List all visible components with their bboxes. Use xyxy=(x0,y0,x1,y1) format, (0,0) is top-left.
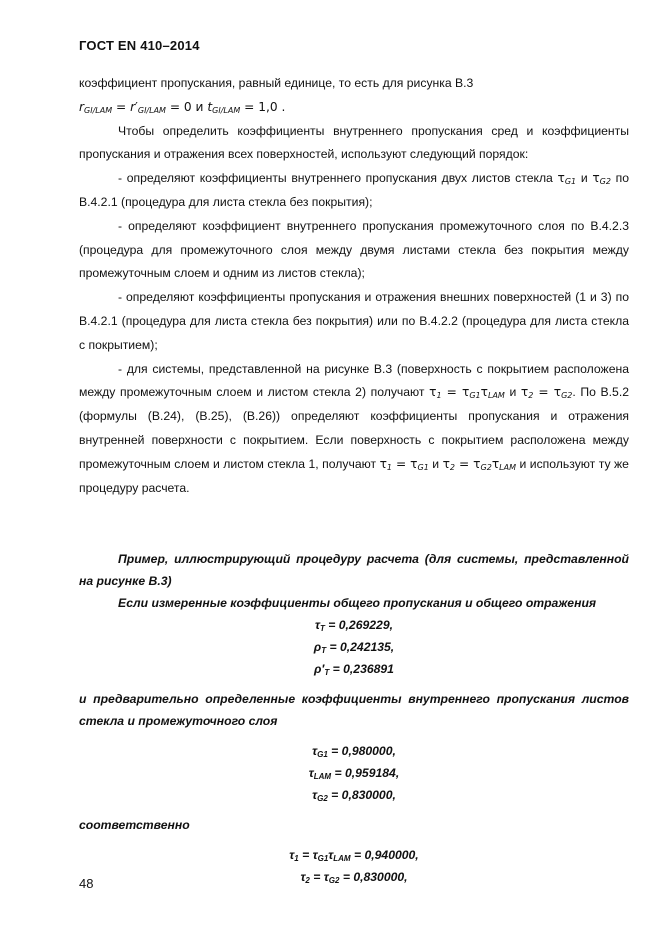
p6-text-c: . По В.5.2 (формулы (В.24), (В.25), (В.26)) определяют коэффициенты пропускания и отражения внутренней поверхности с покрытием. Если поверхность с покрытием расположена между промежуточным слоем и листом стекла 1, получают xyxy=(79,385,629,471)
main-text xyxy=(79,72,629,500)
eq-tau-1: $\tau_1 = \tau_{G1}\tau_{LAM} = 0,940000$, xyxy=(289,848,419,863)
eq-tau-2: $\tau_2 = \tau_{G2} = 0,830000$, xyxy=(300,870,408,885)
paragraph-1 xyxy=(79,72,629,120)
eq-tau-t: $\tau_T = 0,269229$, xyxy=(315,618,393,633)
eq-rho-t-prime: $\rho'_T = 0,236891$ xyxy=(314,662,394,677)
eq-tau-g1: $\tau_{G1} = 0,980000$, xyxy=(312,744,396,759)
page-header: ГОСТ EN 410–2014 xyxy=(79,38,200,53)
p3-text-c: по В.4.2.1 (процедура для листа стекла без покрытия); xyxy=(79,171,630,209)
p3-text-a: - определяют коэффициенты внутреннего пропускания двух листов стекла xyxy=(118,171,553,186)
paragraph-3: - определяют коэффициенты внутреннего пропускания двух листов стекла $\tau_{G1}$ и $\tau_{G2}$ по В.4.2.1 (процедура для листа стекла без покрытия); xyxy=(79,171,630,209)
p6-text-d: и xyxy=(432,456,440,471)
p1-text: коэффициент пропускания, равный единице, то есть для рисунка В.3 xyxy=(79,76,474,90)
p6-text-e: и используют ту же процедуру расчета. xyxy=(79,456,629,495)
eq-tau-g2: $\tau_{G2} = 0,830000$, xyxy=(312,788,396,803)
paragraph-6: - для системы, представленной на рисунке В.3 (поверхность с покрытием расположена между промежуточным слоем и листом стекла 2) получают $\tau_1 = \tau_{G1}\tau_{LAM}$ и $\tau_2 = \tau_{G2}$. По В.5.2 (формулы (В.24), (В.25), (В.26)) определяют коэффициенты пропускания и отражения внутренней поверхности с покрытием. Если поверхность с покрытием расположена между промежуточным слоем и листом стекла 1, получают $\tau_1 = \tau_{G1}$ и $\tau_2 = \tau_{G2}\tau_{LAM}$ и используют ту же процедуру расчета. xyxy=(79,361,629,495)
eq-tau-lam: $\tau_{LAM} = 0,959184$, xyxy=(308,766,400,781)
example-measured: Если измеренные коэффициенты общего пропускания и общего отражения xyxy=(118,596,597,610)
p3-text-b: и xyxy=(580,171,588,186)
example-block xyxy=(79,548,629,888)
example-intro: Пример, иллюстрирующий процедуру расчета (для системы, представленной на рисунке В.3) xyxy=(79,552,629,588)
example-resp: соответственно xyxy=(79,818,190,832)
p6-text-b: и xyxy=(509,385,517,400)
example-prelim: и предварительно определенные коэффициенты внутреннего пропускания листов стекла и промежуточного слоя xyxy=(79,692,629,728)
p1-formula: $r_{GI/LAM} = r'_{GI/LAM} = 0$ и $t_{GI/LAM} = 1,0$ . xyxy=(79,99,286,115)
paragraph-5: - определяют коэффициенты пропускания и отражения внешних поверхностей (1 и 3) по В.4.2.1 (процедура для листа стекла без покрытия) или по В.4.2.2 (процедура для листа стекла с покрытием); xyxy=(79,290,629,352)
p6-text-a: - для системы, представленной на рисунке В.3 (поверхность с покрытием расположена между промежуточным слоем и листом стекла 2) получают xyxy=(79,361,629,400)
paragraph-4: - определяют коэффициент внутреннего пропускания промежуточного слоя по В.4.2.3 (процедура для промежуточного слоя между двумя листами стекла без покрытия между промежуточным слоем и одним из листов стекла); xyxy=(79,218,629,281)
paragraph-2: Чтобы определить коэффициенты внутреннего пропускания сред и коэффициенты пропускания и отражения всех поверхностей, используют следующий порядок: xyxy=(79,123,629,162)
eq-rho-t: $\rho_T = 0,242135$, xyxy=(313,640,395,655)
page-number: 48 xyxy=(79,876,94,891)
